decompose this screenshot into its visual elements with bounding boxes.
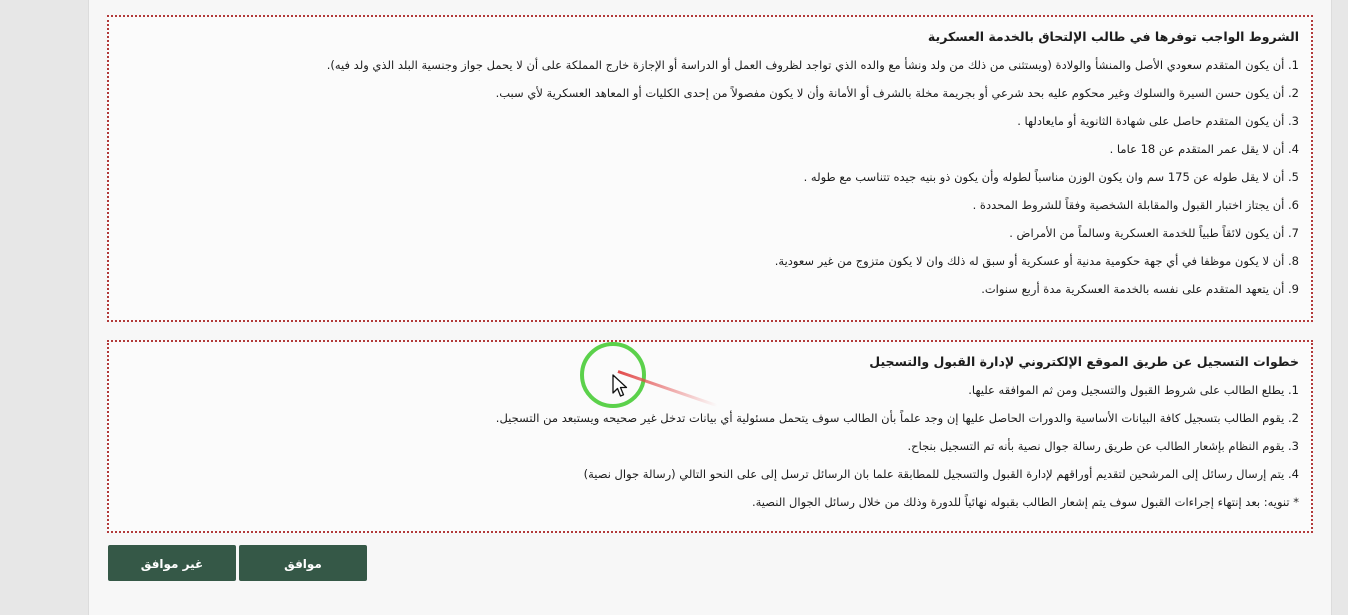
condition-item: 3. أن يكون المتقدم حاصل على شهادة الثانوية أو مايعادلها . bbox=[1017, 114, 1299, 128]
mouse-cursor-icon bbox=[612, 374, 628, 398]
condition-item: 4. أن لا يقل عمر المتقدم عن 18 عاما . bbox=[1109, 142, 1299, 156]
step-item: 1. يطلع الطالب على شروط القبول والتسجيل ومن ثم الموافقه عليها. bbox=[968, 383, 1299, 397]
condition-item: 1. أن يكون المتقدم سعودي الأصل والمنشأ والولادة (ويستثنى من ذلك من ولد ونشأ مع والده الذي تواجد لظروف العمل أو الدراسة أو الإجازة خارج المملكة على أن لا يحمل جواز وجنسية البلد الذي ولد فيه). bbox=[326, 58, 1299, 72]
steps-title: خطوات التسجيل عن طريق الموقع الإلكتروني لإدارة القبول والتسجيل bbox=[869, 354, 1299, 369]
condition-item: 7. أن يكون لائقاً طبياً للخدمة العسكرية وسالماً من الأمراض . bbox=[1009, 226, 1299, 240]
condition-item: 8. أن لا يكون موظفا في أي جهة حكومية مدنية أو عسكرية أو سبق له ذلك وان لا يكون متزوج من غير سعودية. bbox=[774, 254, 1299, 268]
steps-list bbox=[121, 376, 1299, 516]
condition-item: 9. أن يتعهد المتقدم على نفسه بالخدمة العسكرية مدة أربع سنوات. bbox=[981, 282, 1299, 296]
step-item: 4. يتم إرسال رسائل إلى المرشحين لتقديم أوراقهم لإدارة القبول والتسجيل للمطابقة علما بان الرسائل ترسل إلى على النحو التالي (رسالة جوال نصية) bbox=[583, 467, 1299, 481]
condition-item: 5. أن لا يقل طوله عن 175 سم وان يكون الوزن مناسباً لطوله وأن يكون ذو بنيه جيده تتناسب مع طوله . bbox=[803, 170, 1299, 184]
disagree-button[interactable]: غير موافق bbox=[108, 545, 236, 581]
note-item: * تنويه: بعد إنتهاء إجراءات القبول سوف يتم إشعار الطالب بقبوله نهائياً للدورة وذلك من خلال رسائل الجوال النصية. bbox=[751, 495, 1299, 509]
step-item: 2. يقوم الطالب بتسجيل كافة البيانات الأساسية والدورات الحاصل عليها إن وجد علماً بأن الطالب سوف يتحمل مسئولية أي بيانات تدخل غير صحيحه ويستبعد من التسجيل. bbox=[495, 411, 1299, 425]
conditions-list bbox=[121, 51, 1299, 303]
registration-steps-panel bbox=[107, 340, 1313, 533]
conditions-title: الشروط الواجب توفرها في طالب الإلتحاق بالخدمة العسكرية bbox=[927, 29, 1299, 44]
agree-button[interactable]: موافق bbox=[239, 545, 367, 581]
condition-item: 6. أن يجتاز اختبار القبول والمقابلة الشخصية وفقاً للشروط المحددة . bbox=[972, 198, 1299, 212]
page-container bbox=[88, 0, 1332, 615]
conditions-panel bbox=[107, 15, 1313, 322]
step-item: 3. يقوم النظام بإشعار الطالب عن طريق رسالة جوال نصية بأنه تم التسجيل بنجاح. bbox=[907, 439, 1299, 453]
condition-item: 2. أن يكون حسن السيرة والسلوك وغير محكوم عليه بحد شرعي أو بجريمة مخلة بالشرف أو الأمانة وأن لا يكون مفصولاً من إحدى الكليات أو المعاهد العسكرية لأي سبب. bbox=[495, 86, 1299, 100]
